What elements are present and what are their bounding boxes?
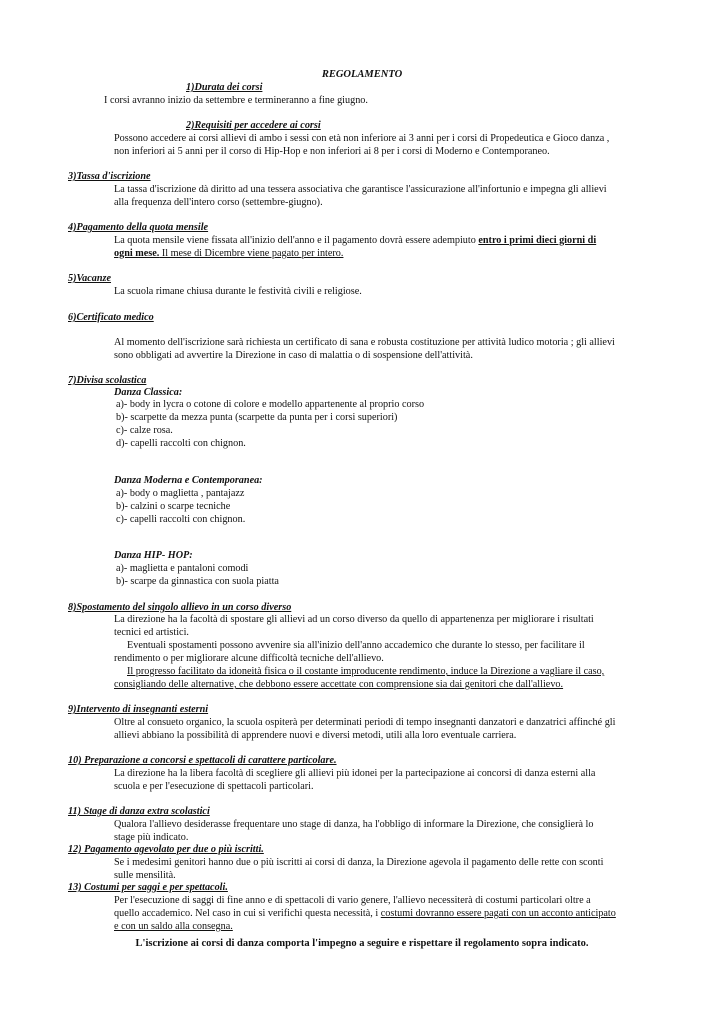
- uniform-item: a)- body in lycra o cotone di colore e modello appartenente al proprio corso: [116, 399, 425, 410]
- section-8-line: rendimento o per migliorare alcune difficoltà tecniche dell'allievo.: [114, 653, 384, 664]
- section-10-line: scuola e per l'esecuzione di spettacoli particolari.: [114, 781, 314, 792]
- section-10-line: La direzione ha la libera facoltà di scegliere gli allievi più idonei per la partecipazione ai concorsi di danza esterni alla: [114, 768, 596, 779]
- uniform-item: b)- scarpette da mezza punta (scarpette da punta per i corsi superiori): [116, 412, 398, 423]
- section-4-line: [114, 247, 343, 260]
- document-title: REGOLAMENTO: [321, 69, 403, 80]
- section-4-underlined: Il mese di Dicembre viene pagato per intero.: [159, 248, 344, 259]
- section-12-line: Se i medesimi genitori hanno due o più iscritti ai corsi di danza, la Direzione agevola il pagamento delle rette con sconti: [114, 857, 604, 868]
- section-8-heading: 8)Spostamento del singolo allievo in un corso diverso: [68, 602, 292, 613]
- section-8-underlined-line: Il progresso facilitato da idoneità fisica o il costante improducente rendimento, induce la Direzione a vagliare il caso,: [127, 666, 605, 677]
- section-4-line: [114, 234, 596, 247]
- uniform-item: d)- capelli raccolti con chignon.: [116, 438, 246, 449]
- section-13-underlined-line: e con un saldo alla consegna.: [114, 921, 233, 932]
- section-4-text: La quota mensile viene fissata all'inizio dell'anno e il pagamento dovrà essere adempiuto: [114, 235, 479, 246]
- section-7-heading: 7)Divisa scolastica: [68, 375, 147, 386]
- section-13-line: Per l'esecuzione di saggi di fine anno e di spettacoli di vario genere, l'allievo necessiterà di costumi particolari oltre a: [114, 895, 591, 906]
- section-1-heading: 1)Durata dei corsi: [186, 82, 263, 93]
- uniform-item: b)- scarpe da ginnastica con suola piatta: [116, 576, 279, 587]
- section-8-underlined-line: consigliando delle alternative, che debbono essere accettate con comprensione sia dai genitori che dall'allievo.: [114, 679, 564, 690]
- section-5-text: La scuola rimane chiusa durante le festività civili e religiose.: [114, 286, 362, 297]
- section-3-line: La tassa d'iscrizione dà diritto ad una tessera associativa che garantisce l'assicurazione all'infortunio e impegna gli allievi: [114, 184, 607, 195]
- uniform-classica-title: Danza Classica:: [114, 387, 183, 398]
- section-2-heading: 2)Requisiti per accedere ai corsi: [186, 120, 321, 131]
- uniform-item: a)- maglietta e pantaloni comodi: [116, 563, 249, 574]
- section-8-line: Eventuali spostamenti possono avvenire sia all'inizio dell'anno accademico che durante lo stesso, per facilitare il: [127, 640, 585, 651]
- section-2-line: non inferiori ai 5 anni per il corso di Hip-Hop e non inferiori ai 8 per i corsi di Moderno e Contemporaneo.: [114, 146, 550, 157]
- section-10-heading: 10) Preparazione a concorsi e spettacoli di carattere particolare.: [68, 755, 337, 766]
- section-13-heading: 13) Costumi per saggi e per spettacoli.: [68, 882, 228, 893]
- section-4-emphasis: entro i primi dieci giorni di: [478, 235, 597, 246]
- section-9-heading: 9)Intervento di insegnanti esterni: [68, 704, 209, 715]
- section-8-line: tecnici ed artistici.: [114, 627, 189, 638]
- footer-note: L'iscrizione ai corsi di danza comporta l'impegno a seguire e rispettare il regolamento sopra indicato.: [135, 938, 589, 949]
- section-9-line: allievi abbiano la possibilità di apprendere nuovi e diversi metodi, utili alla loro eventuale carriera.: [114, 730, 517, 741]
- section-11-heading: 11) Stage di danza extra scolastici: [68, 806, 210, 817]
- section-13-underlined: costumi dovranno essere pagati con un acconto anticipato: [380, 908, 616, 919]
- section-5-heading: 5)Vacanze: [68, 273, 112, 284]
- uniform-item: c)- calze rosa.: [116, 425, 173, 436]
- uniform-item: b)- calzini o scarpe tecniche: [116, 501, 231, 512]
- section-12-line: sulle mensilità.: [114, 870, 176, 881]
- section-4-emphasis: ogni mese.: [114, 248, 160, 259]
- section-8-line: La direzione ha la facoltà di spostare gli allievi ad un corso diverso da quello di appartenenza per migliorare i risultati: [114, 614, 594, 625]
- section-1-text: I corsi avranno inizio da settembre e termineranno a fine giugno.: [104, 95, 368, 106]
- section-11-line: Qualora l'allievo desiderasse frequentare uno stage di danza, ha l'obbligo di informare la Direzione, che consiglierà lo: [114, 819, 594, 830]
- section-6-heading: 6)Certificato medico: [68, 312, 154, 323]
- section-6-line: Al momento dell'iscrizione sarà richiesta un certificato di sana e robusta costituzione per attività ludico motoria ; gli allievi: [114, 337, 615, 348]
- section-12-heading: 12) Pagamento agevolato per due o più iscritti.: [68, 844, 264, 855]
- section-6-line: sono obbligati ad avvertire la Direzione in caso di malattia o di sospensione dell'attività.: [114, 350, 473, 361]
- section-4-heading: 4)Pagamento della quota mensile: [68, 222, 209, 233]
- section-9-line: Oltre al consueto organico, la scuola ospiterà per determinati periodi di tempo insegnanti danzatori e danzatrici affinché gli: [114, 717, 616, 728]
- section-3-line: alla frequenza dell'intero corso (settembre-giugno).: [114, 197, 323, 208]
- uniform-item: a)- body o maglietta , pantajazz: [116, 488, 245, 499]
- section-3-heading: 3)Tassa d'iscrizione: [68, 171, 151, 182]
- section-2-line: Possono accedere ai corsi allievi di ambo i sessi con età non inferiore ai 3 anni per i corsi di Propedeutica e Gioco danza ,: [114, 133, 610, 144]
- section-13-line: [114, 907, 616, 920]
- section-11-line: stage più indicato.: [114, 832, 189, 843]
- uniform-moderna-title: Danza Moderna e Contemporanea:: [114, 475, 263, 486]
- uniform-item: c)- capelli raccolti con chignon.: [116, 514, 246, 525]
- uniform-hiphop-title: Danza HIP- HOP:: [114, 550, 193, 561]
- section-13-text: quello accademico. Nel caso in cui si verifichi questa necessità, i: [114, 908, 381, 919]
